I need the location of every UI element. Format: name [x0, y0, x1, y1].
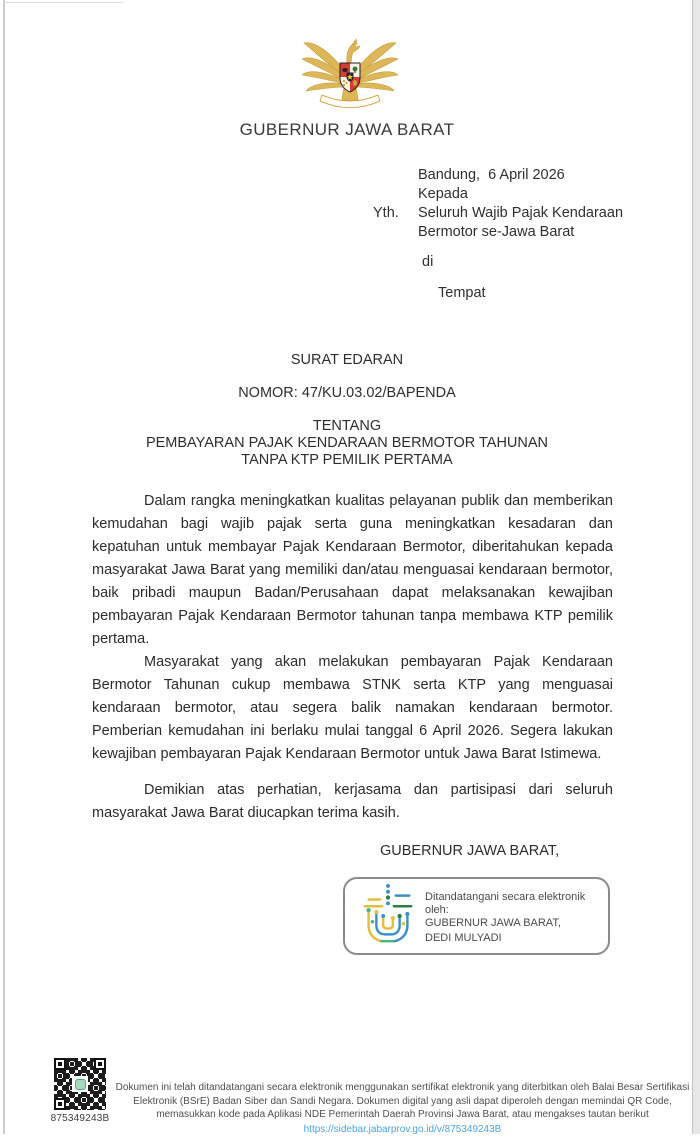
letter-date: Bandung, 6 April 2026: [418, 166, 668, 185]
recipient-row: [373, 204, 668, 242]
kepada-label: Kepada: [418, 185, 668, 204]
yth-label: Yth.: [373, 204, 418, 242]
signatory-name: DEDI MULYADI: [425, 932, 502, 945]
page-right-edge: [692, 0, 700, 1134]
disclaimer-line-3: memasukkan kode pada Aplikasi NDE Pemerintah Daerah Provinsi Jawa Barat, atau mengakses tautan berikut: [156, 1109, 648, 1120]
disclaimer-line-1: Dokumen ini telah ditandatangani secara elektronik menggunakan sertifikat elektronik yang diterbitkan oleh Balai Besar: [116, 1082, 644, 1093]
qr-finder-icon: [94, 1058, 106, 1070]
body-paragraph-1: Dalam rangka meningkatkan kualitas pelayanan publik dan memberikan kemudahan bagi wajib pajak serta guna meningkatkan kesadaran dan kepatuhan untuk membayar Pajak Kendaraan Bermotor, diberitahukan kepada masyarakat Jawa Barat yang memiliki dan/atau menguasai kendaraan bermotor, baik pribadi maupun Badan/Perusahaan dapat melaksanakan kewajiban pembayaran Pajak Kendaraan Bermotor tahunan tanpa membawa KTP pemilik pertama.: [92, 490, 613, 651]
qr-code-icon: [54, 1058, 106, 1110]
page-left-edge: [3, 0, 5, 1134]
letter-number: NOMOR: 47/KU.03.02/BAPENDA: [0, 385, 694, 402]
recipient-name: Seluruh Wajib Pajak Kendaraan Bermotor se-Jawa Barat: [418, 204, 668, 242]
subject-line-2: TANPA KTP PEMILIK PERTAMA: [0, 452, 694, 469]
verification-link[interactable]: https://sidebar.jabarprov.go.id/v/875349243B: [115, 1123, 690, 1136]
di-label: di: [422, 253, 668, 272]
subject-line-1: PEMBAYARAN PAJAK KENDARAAN BERMOTOR TAHUNAN: [0, 435, 694, 452]
esign-signatory-title: GUBERNUR JAWA BARAT,: [425, 917, 608, 930]
body-paragraph-3: Demikian atas perhatian, kerjasama dan partisipasi dari seluruh masyarakat Jawa Barat diucapkan terima kasih.: [92, 779, 613, 825]
body-paragraph-2: Masyarakat yang akan melakukan pembayaran Pajak Kendaraan Bermotor Tahunan cukup membawa STNK serta KTP yang menguasai kendaraan bermotor, atau segera balik namakan kendaraan bermotor. Pemberian kemudahan ini berlaku mulai tanggal 6 April 2026. Segera lakukan kewajiban pembayaran Pajak Kendaraan Bermotor untuk Jawa Barat Istimewa.: [92, 651, 613, 766]
footer-disclaimer: [115, 1081, 690, 1136]
qr-block: [50, 1058, 110, 1124]
qr-code-value: 875349243B: [50, 1113, 110, 1124]
tempat-label: Tempat: [438, 284, 668, 303]
qr-center-logo-icon: [72, 1076, 88, 1092]
electronic-signature-text: [425, 884, 608, 948]
esign-statement: Ditandatangani secara elektronik oleh:: [425, 891, 608, 917]
page-top-edge: [3, 2, 123, 3]
letter-type-title: SURAT EDARAN: [0, 352, 694, 369]
bsre-esign-logo-icon: [357, 883, 419, 952]
tentang-label: TENTANG: [0, 418, 694, 435]
electronic-signature-box: [343, 877, 610, 955]
qr-finder-icon: [54, 1058, 66, 1070]
subject-block: [0, 352, 694, 469]
qr-finder-icon: [54, 1098, 66, 1110]
garuda-pancasila-emblem-icon: [300, 33, 400, 120]
letterhead-title: GUBERNUR JAWA BARAT: [0, 120, 694, 140]
letter-body: [92, 490, 613, 825]
disclaimer-line-2: Sertifikasi Elektronik (BSrE) Badan Siber dan Sandi Negara. Dokumen digital yang asli dapat diperoleh dengan memindai QR Code,: [133, 1082, 689, 1107]
closing-signatory-title: GUBERNUR JAWA BARAT,: [380, 843, 559, 859]
address-block: [373, 166, 668, 303]
